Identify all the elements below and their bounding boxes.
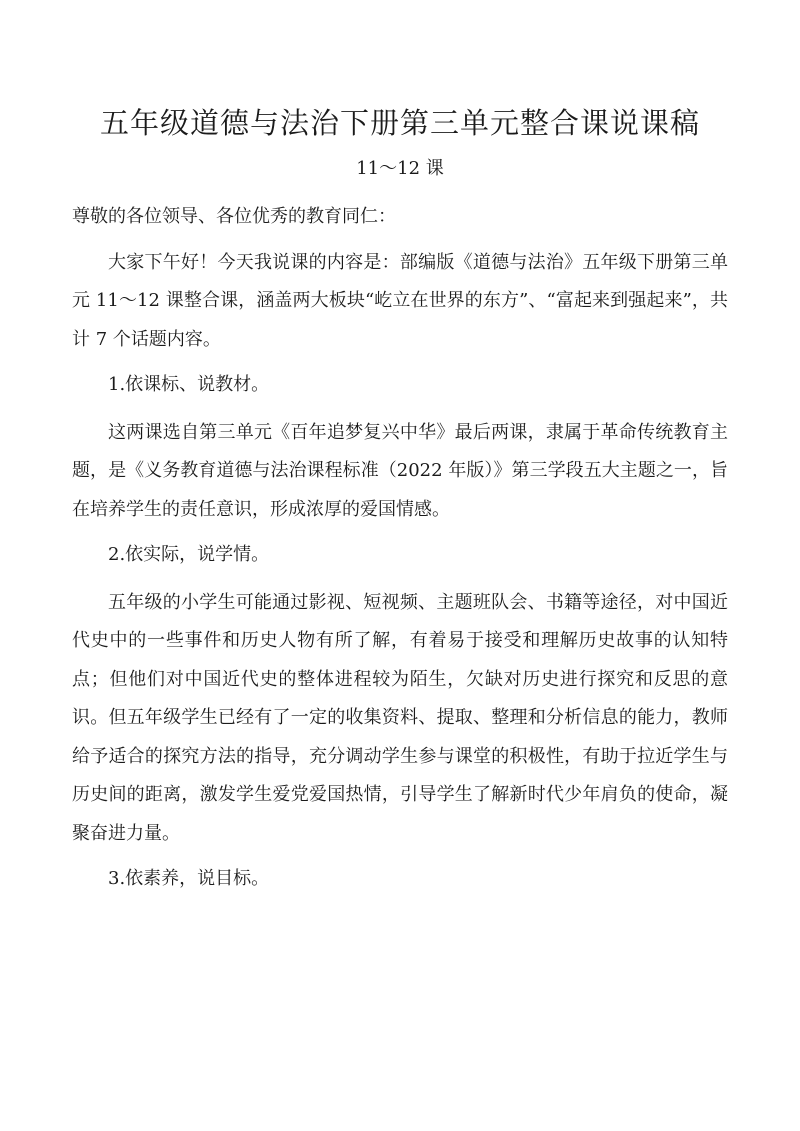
section-heading-students: 2.依实际，说学情。 bbox=[108, 544, 270, 565]
document-body bbox=[72, 198, 728, 899]
paragraph-students: 五年级的小学生可能通过影视、短视频、主题班队会、书籍等途径，对中国近代史中的一些事件和历史人物有所了解，有着易于接受和理解历史故事的认知特点；但他们对中国近代史的整体进程较为陌生，欠缺对历史进行探究和反思的意识。但五年级学生已经有了一定的收集资料、提取、整理和分析信息的能力，教师给予适合的探究方法的指导，充分调动学生参与课堂的积极性，有助于拉近学生与历史间的距离，激发学生爱党爱国热情，引导学生了解新时代少年肩负的使命，凝聚奋进力量。 bbox=[72, 591, 728, 844]
paragraph-greeting: 大家下午好！今天我说课的内容是：部编版《道德与法治》五年级下册第三单元 11～12 课整合课，涵盖两大板块“屹立在世界的东方”、“富起来到强起来”，共计 7 个话题内容。 bbox=[72, 251, 728, 350]
section-heading-objectives: 3.依素养，说目标。 bbox=[108, 868, 270, 889]
salutation: 尊敬的各位领导、各位优秀的教育同仁： bbox=[72, 206, 396, 227]
document-subtitle: 11～12 课 bbox=[356, 158, 444, 179]
paragraph-textbook: 这两课选自第三单元《百年追梦复兴中华》最后两课，隶属于革命传统教育主题，是《义务教育道德与法治课程标准（2022 年版）》第三学段五大主题之一，旨在培养学生的责任意识，形成浓厚的爱国情感。 bbox=[72, 421, 728, 520]
document-title: 五年级道德与法治下册第三单元整合课说课稿 bbox=[99, 106, 700, 140]
section-heading-textbook: 1.依课标、说教材。 bbox=[108, 374, 270, 395]
